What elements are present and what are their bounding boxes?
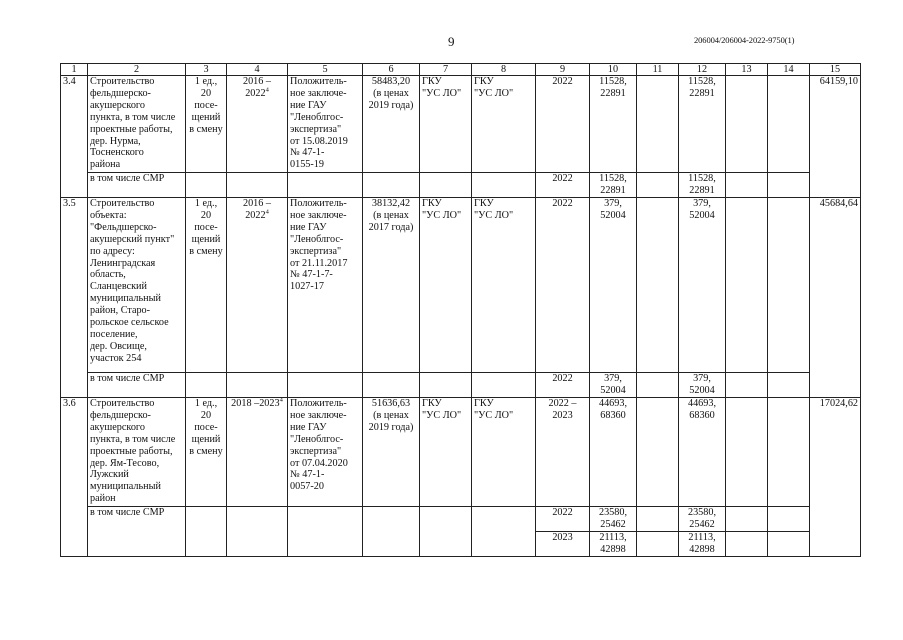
col-12: 44693, 68360 [679, 398, 726, 507]
object-name: Строительство фельдшерско- акушерского пункта, в том числе проектные работы, дер. Ям-Тесово, Лужский муниципальный район [88, 398, 186, 507]
customer: ГКУ "УС ЛО" [420, 198, 472, 373]
financing-total: 11528, 22891 [590, 76, 637, 173]
object-name: Строительство объекта: "Фельдшерско- акушерский пункт" по адресу: Ленинградская область, Сланцевский муниципальный район, Старо- pольское сельское поселение, дер. Овсище, участок 254 [88, 198, 186, 373]
col-13 [726, 76, 768, 173]
footnote-mark: 4 [265, 86, 269, 94]
object-name: Строительство фельдшерско- акушерского пункта, в том числе проектные работы, дер. Нурма, Тосненского района [88, 76, 186, 173]
col-13 [726, 198, 768, 373]
column-number-14: 14 [768, 64, 810, 76]
financing-year: 2022 – 2023 [536, 398, 590, 507]
estimated-cost: 38132,42 (в ценах 2017 года) [363, 198, 420, 373]
column-number-2: 2 [88, 64, 186, 76]
col-11 [637, 198, 679, 373]
total-cost: 64159,10 [810, 76, 861, 198]
col-14 [768, 198, 810, 373]
builder [472, 173, 536, 198]
col-14 [768, 532, 810, 557]
builder: ГКУ "УС ЛО" [472, 76, 536, 173]
smr-row [61, 373, 861, 398]
col-11 [637, 173, 679, 198]
financing-total: 11528, 22891 [590, 173, 637, 198]
construction-years: 2018 –2023$^4$ [227, 398, 288, 507]
customer: ГКУ "УС ЛО" [420, 398, 472, 507]
column-number-row [61, 64, 861, 76]
estimated-cost: 51636,63 (в ценах 2019 года) [363, 398, 420, 507]
column-number-3: 3 [186, 64, 227, 76]
col-12: 11528, 22891 [679, 173, 726, 198]
column-number-5: 5 [288, 64, 363, 76]
total-cost: 17024,62 [810, 398, 861, 557]
expertise-conclusion [288, 507, 363, 557]
estimated-cost: 58483,20 (в ценах 2019 года) [363, 76, 420, 173]
col-13 [726, 173, 768, 198]
table-row [61, 198, 861, 373]
financing-total: 44693, 68360 [590, 398, 637, 507]
capacity [186, 173, 227, 198]
col-11 [637, 373, 679, 398]
column-number-11: 11 [637, 64, 679, 76]
footnote-mark: 4 [279, 397, 283, 404]
expertise-conclusion: Положитель- ное заключе- ние ГАУ "Леноблгос- экспертиза" от 15.08.2019 № 47-1- 0155-19 [288, 76, 363, 173]
col-13 [726, 507, 768, 532]
construction-years [227, 507, 288, 557]
col-14 [768, 373, 810, 398]
smr-row [61, 173, 861, 198]
col-12: 11528, 22891 [679, 76, 726, 173]
col-12: 379, 52004 [679, 373, 726, 398]
capacity [186, 507, 227, 557]
capacity [186, 373, 227, 398]
column-number-10: 10 [590, 64, 637, 76]
total-cost: 45684,64 [810, 198, 861, 398]
financing-total: 23580, 25462 [590, 507, 637, 532]
col-14 [768, 398, 810, 507]
column-number-8: 8 [472, 64, 536, 76]
builder [472, 373, 536, 398]
smr-label: в том числе СМР [88, 507, 186, 557]
capacity: 1 ед., 20 посе- щений в смену [186, 76, 227, 173]
customer: ГКУ "УС ЛО" [420, 76, 472, 173]
column-number-4: 4 [227, 64, 288, 76]
customer [420, 507, 472, 557]
column-number-7: 7 [420, 64, 472, 76]
expertise-conclusion [288, 173, 363, 198]
col-12: 379, 52004 [679, 198, 726, 373]
financing-total: 21113, 42898 [590, 532, 637, 557]
col-13 [726, 532, 768, 557]
table-row [61, 398, 861, 507]
document-id: 206004/206004-2022-9750(1) [694, 35, 795, 45]
col-12: 21113, 42898 [679, 532, 726, 557]
customer [420, 173, 472, 198]
financing-year: 2022 [536, 198, 590, 373]
estimated-cost [363, 373, 420, 398]
row-number: 3.4 [61, 76, 88, 198]
col-11 [637, 76, 679, 173]
financing-year: 2022 [536, 373, 590, 398]
col-11 [637, 532, 679, 557]
construction-years [227, 173, 288, 198]
col-14 [768, 507, 810, 532]
builder: ГКУ "УС ЛО" [472, 198, 536, 373]
builder [472, 507, 536, 557]
row-number: 3.6 [61, 398, 88, 557]
construction-years: 2016 – 2022$^4$ [227, 198, 288, 373]
builder: ГКУ "УС ЛО" [472, 398, 536, 507]
projects-table [60, 63, 861, 557]
col-12: 23580, 25462 [679, 507, 726, 532]
smr-label: в том числе СМР [88, 373, 186, 398]
column-number-9: 9 [536, 64, 590, 76]
col-13 [726, 398, 768, 507]
col-11 [637, 398, 679, 507]
column-number-6: 6 [363, 64, 420, 76]
estimated-cost [363, 173, 420, 198]
financing-total: 379, 52004 [590, 373, 637, 398]
col-14 [768, 173, 810, 198]
expertise-conclusion: Положитель- ное заключе- ние ГАУ "Леноблгос- экспертиза" от 07.04.2020 № 47-1- 0057-20 [288, 398, 363, 507]
estimated-cost [363, 507, 420, 557]
row-number: 3.5 [61, 198, 88, 398]
col-14 [768, 76, 810, 173]
expertise-conclusion: Положитель- ное заключе- ние ГАУ "Леноблгос- экспертиза" от 21.11.2017 № 47-1-7- 1027-17 [288, 198, 363, 373]
column-number-1: 1 [61, 64, 88, 76]
table-row [61, 76, 861, 173]
expertise-conclusion [288, 373, 363, 398]
financing-total: 379, 52004 [590, 198, 637, 373]
capacity: 1 ед., 20 посе- щений в смену [186, 398, 227, 507]
page-number: 9 [448, 34, 455, 49]
footnote-mark: 4 [265, 208, 269, 216]
financing-year: 2022 [536, 76, 590, 173]
column-number-15: 15 [810, 64, 861, 76]
column-number-13: 13 [726, 64, 768, 76]
col-11 [637, 507, 679, 532]
construction-years: 2016 – 2022$^4$ [227, 76, 288, 173]
smr-label: в том числе СМР [88, 173, 186, 198]
financing-year: 2022 [536, 173, 590, 198]
col-13 [726, 373, 768, 398]
column-number-12: 12 [679, 64, 726, 76]
financing-year: 2022 [536, 507, 590, 532]
financing-year: 2023 [536, 532, 590, 557]
capacity: 1 ед., 20 посе- щений в смену [186, 198, 227, 373]
customer [420, 373, 472, 398]
smr-row [61, 507, 861, 532]
construction-years [227, 373, 288, 398]
